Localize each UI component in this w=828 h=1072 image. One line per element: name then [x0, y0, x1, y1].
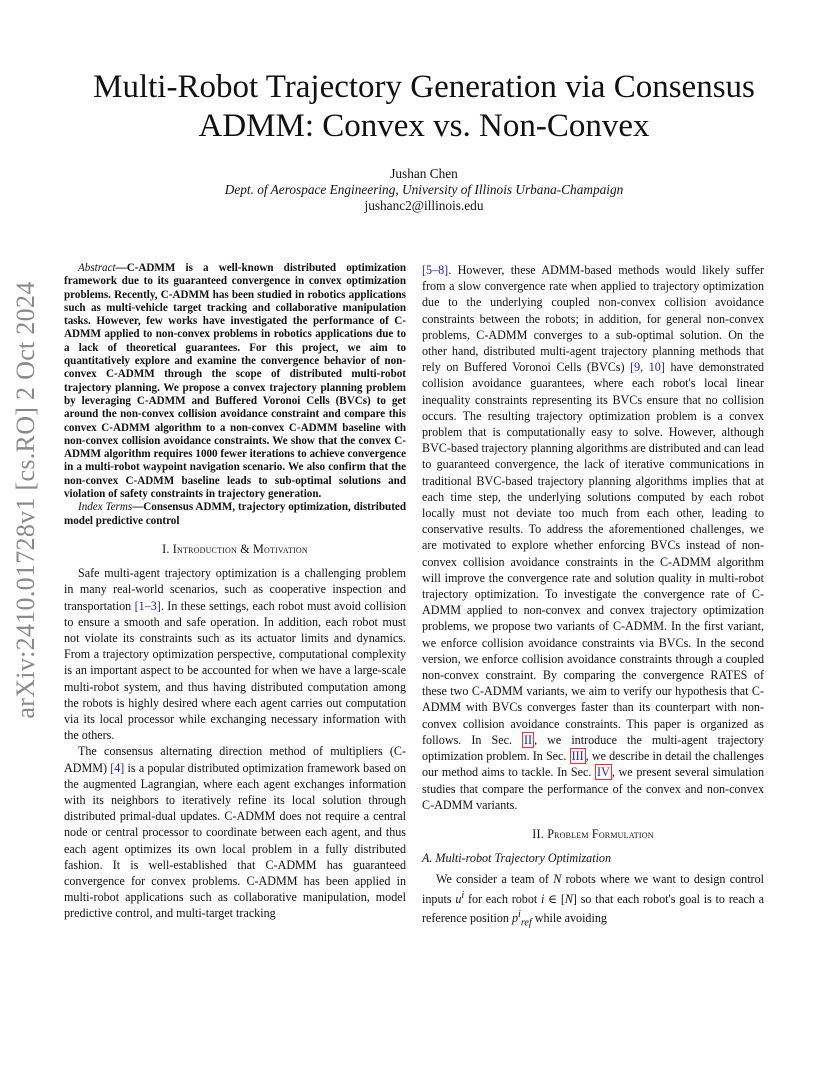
- section-ref-link[interactable]: II: [524, 732, 533, 747]
- citation-link[interactable]: [5–8]: [422, 263, 449, 277]
- arxiv-identifier: arXiv:2410.01728v1 [cs.RO] 2 Oct 2024: [11, 281, 40, 719]
- subsection-heading: A. Multi-robot Trajectory Optimization: [422, 851, 612, 866]
- index-terms: [64, 501, 406, 528]
- abstract-text: —C-ADMM is a well-known distributed optimization framework due to its guaranteed convergence in convex optimization problems. Recently, C-ADMM has been studied in robotics applications such as multi-vehicle target tracking and collaborative manipulation tasks. However, few works have investigated the performance of C-ADMM applied to non-convex problems in robotics applications due to a lack of theoretical guarantees. For this project, we aim to quantitatively explore and examine the convergence behavior of non-convex C-ADMM through the scope of distributed multi-robot trajectory planning. We propose a convex trajectory planning problem by leveraging C-ADMM and Buffered Voronoi Cells (BVCs) to get around the non-convex collision avoidance constraint and compare this convex C-ADMM algorithm to a non-convex C-ADMM baseline with non-convex collision avoidance constraints. We show that the convex C-ADMM algorithm requires 1000 fewer iterations to achieve convergence in a multi-robot waypoint navigation scenario. We also confirm that the non-convex C-ADMM baseline leads to sub-optimal solutions and violation of safety constraints in trajectory generation.: [64, 262, 406, 501]
- citation-link[interactable]: [9, 10]: [630, 360, 665, 375]
- intro-paragraph-2-continued: [5–8]. However, these ADMM-based methods would likely suffer from a slow convergence rate when applied to trajectory optimization due to the underlying coupled non-convex collision avoidance constraints between the robots; in addition, for general non-convex problems, C-ADMM converges to a sub-optimal solution. On the other hand, distributed multi-agent trajectory planning methods that rely on Buffered Voronoi Cells (BVCs) [9, 10] have demonstrated collision avoidance guarantees, where each robot's local linear inequality constraints representing its BVCs ensure that no collision occurs. The resulting trajectory optimization problem is a convex problem that is computationally easy to solve. However, although BVC-based trajectory planning algorithms are distributed and can lead to guaranteed convergence, the lack of iterative communications in traditional BVC-based trajectory planning algorithms implies that at each time step, the underlying solutions computed by each robot locally must not deviate too much from each other, leading to conservative results. To address the aforementioned challenges, we are motivated to explore whether enforcing BVCs instead of non-convex collision avoidance constraints in the C-ADMM algorithm will improve the convergence rate and solution quality in multi-robot trajectory optimization. To investigate the convergence rate of C-ADMM applied to non-convex and convex trajectory optimization problems, we propose two variants of C-ADMM. In the first variant, we enforce collision avoidance constraints via BVCs. In the second version, we enforce collision avoidance constraints through a coupled non-convex constraint. By comparing the convergence RATES of these two C-ADMM variants, we aim to verify our hypothesis that C-ADMM with BVCs converges faster than its counterpart with non-convex collision avoidance constraints. This paper is organized as follows. In Sec. II , we introduce the multi-agent trajectory optimization problem. In Sec. III , we describe in detail the challenges our method aims to tackle. In Sec. IV , we present several simulation studies that compare the performance of the convex and non-convex C-ADMM variants.: [422, 263, 765, 812]
- index-terms-text: —Consensus ADMM, trajectory optimization, distributed model predictive control: [64, 501, 406, 527]
- section-ref-link[interactable]: III: [571, 749, 584, 764]
- section-heading-problem-formulation: II. Problem Formulation: [532, 826, 654, 841]
- citation-link[interactable]: [4]: [110, 760, 125, 775]
- author-affiliation: Dept. of Aerospace Engineering, University of Illinois Urbana-Champaign: [224, 182, 624, 197]
- left-column: [64, 262, 406, 922]
- citation-link[interactable]: [1–3]: [134, 598, 161, 613]
- author-email: jushanc2@illinois.edu: [364, 198, 484, 213]
- paper-title: Multi-Robot Trajectory Generation via Consensus ADMM: Convex vs. Non-Convex: [93, 69, 755, 144]
- abstract-label: Abstract: [78, 262, 116, 274]
- right-column: [422, 262, 764, 931]
- intro-paragraph-2: The consensus alternating direction method of multipliers (C-ADMM) [4] is a popular distributed optimization framework based on the augmented Lagrangian, where each agent exchanges information with its neighbors to iteratively refine its local solution through distributed primal-dual updates. C-ADMM does not require a central node or central processor to coordinate between each agent, and thus each agent optimizes its own local problem in a fully distributed fashion. It is well-established that C-ADMM has guaranteed convergence for convex problems. C-ADMM has been applied in multi-robot applications such as collaborative manipulation, model predictive control, and multi-target tracking: [64, 744, 407, 921]
- index-terms-label: Index Terms: [78, 501, 133, 514]
- section-ref-link[interactable]: IV: [597, 765, 610, 780]
- section-heading-introduction: I. Introduction & Motivation: [162, 541, 308, 556]
- abstract: [64, 262, 406, 501]
- author-name: Jushan Chen: [390, 166, 458, 181]
- problem-paragraph-1: We consider a team of N robots where we want to design control inputs $u^i$ for each robot i ∈ [N] so that each robot's goal is to reach a reference position $p^i_{ref}$ while avoiding: [422, 872, 765, 929]
- intro-paragraph-1: Safe multi-agent trajectory optimization is a challenging problem in many real-world scenarios, such as cooperative inspection and transportation [1–3]. In these settings, each robot must avoid collision to ensure a smooth and safe operation. In addition, each robot must not violate its constraints such as its actuator limits and dynamics. From a trajectory optimization perspective, computational complexity is an important aspect to be accounted for when we have a large-scale multi-robot system, and thus having distributed computation among the robots is highly desired where each agent carries out computation via its local processor while exchanging necessary information with the others.: [64, 566, 406, 743]
